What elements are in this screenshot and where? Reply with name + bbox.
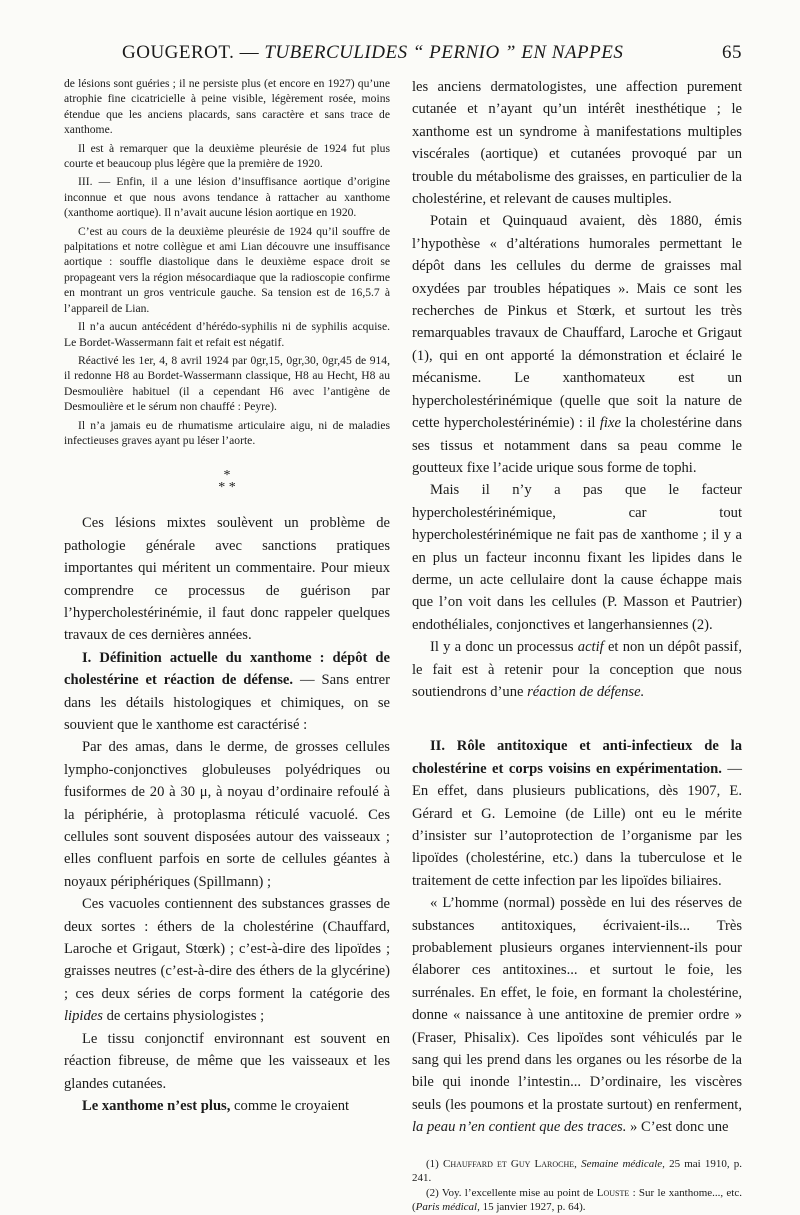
xanthome-continuation: comme le croyaient	[230, 1097, 350, 1114]
footnote-2-text: (2) Voy. l’excellente mise au point de	[426, 1186, 597, 1199]
page-number: 65	[722, 42, 742, 63]
main-text-right	[412, 76, 742, 1139]
footnote-1	[412, 1157, 742, 1186]
processus-text: Il y a donc un processus	[430, 639, 578, 656]
footnote-1-marker: (1)	[426, 1157, 443, 1170]
section-2-text: — En effet, dans plusieurs publications, dès 1907, E. Gérard et G. Lemoine (de Lille) ont eu le mérite d’insister sur l’autoprotection de l’organisme par les lipoïdes (cholestérine, etc.) dans la tuberculose et le traitement de cette infection par les lipoïdes biliaires.	[412, 760, 742, 889]
section-2-paragraph	[412, 735, 742, 892]
small-paragraph: Il n’a aucun antécédent d’hérédo-syphilis ni de syphilis acquise. Le Bordet-Wassermann fait et refait est négatif.	[64, 320, 390, 349]
paragraph-potain	[412, 210, 742, 479]
quote-italic: la peau n’en contient que des traces.	[412, 1119, 627, 1136]
asterism-separator	[64, 470, 390, 494]
paragraph-quote	[412, 892, 742, 1138]
right-column	[412, 76, 742, 1215]
header-dash: —	[239, 42, 260, 63]
section-2-heading: II. Rôle antitoxique et anti-infectieux de la cholestérine et corps voisins en expérimentation.	[412, 738, 742, 777]
footnote-2-date: 15 janvier 1927, p. 64).	[479, 1201, 586, 1214]
potain-text-end: la cholestérine dans ses tissus et notamment dans sa peau comme le goutteux fixe l’acide urique sous forme de tophi.	[412, 415, 743, 476]
footnote-2-author: Louste	[596, 1186, 630, 1199]
asterism-top: *	[223, 468, 231, 484]
xanthome-bold-phrase: Le xanthome n’est plus,	[82, 1097, 231, 1114]
paragraph-processus	[412, 636, 742, 703]
section-1-heading: I. Définition actuelle du xanthome : dépôt de cholestérine et réaction de défense.	[64, 649, 390, 689]
paragraph-vacuoles	[64, 893, 390, 1027]
footnote-2	[412, 1186, 742, 1215]
paragraph-xanthome-last	[64, 1095, 390, 1117]
left-column	[64, 76, 390, 1117]
header-author: GOUGEROT.	[122, 42, 235, 63]
vacuoles-text-end: de certains physiologistes ;	[102, 1008, 265, 1025]
paragraph-amas: Par des amas, dans le derme, de grosses cellules lympho-conjonctives globuleuses polyédriques ou fusiformes de 20 à 30 μ, à noyau d’ordinaire refoulé à la périphérie, à protoplasma réticulé vacuolé. Ces cellules sont souvent disposées autour des vaisseaux ; elles confluent parfois en sorte de cellules géantes à noyaux périphériques (Spillmann) ;	[64, 739, 390, 890]
processus-italic-defense: réaction de défense.	[527, 683, 645, 700]
vacuoles-text: Ces vacuoles contiennent des substances grasses de deux sortes : éthers de la cholestérine (Chauffard, Laroche et Grigaut, Stœrk) ; c’est-à-dire des lipoïdes ; graisses neutres (c’est-à-dire des éthers de la glycérine) ; ces deux séries de corps forment la catégorie des	[64, 896, 390, 1002]
quote-text: « L’homme (normal) possède en lui des réserves de substances antitoxiques, écrivaient-ils... Très probablement plusieurs organes interviennent-ils pour élaborer ces antitoxines... et surtout le foie, les surrénales. En effet, le foie, en formant la cholestérine, donne « naissance à une antitoxine de premier ordre » (Fraser, Phisalix). Ces lipoïdes sont véhiculés par le sang qui les prend dans les organes ou les résorbe de la bile qui inonde l’intestin... D’ordinaire, les viscères seuls (les poumons et la prostate surtout) en renferment,	[412, 895, 742, 1113]
footnote-1-authors: Chauffard et Guy Laroche,	[442, 1157, 577, 1170]
footnotes	[412, 1157, 742, 1215]
small-paragraph: III. — Enfin, il a une lésion d’insuffisance aortique d’origine inconnue et que nous avons tendance à rattacher au xanthome (xanthome aortique). Il n’avait aucune lésion aortique en 1920.	[64, 175, 390, 220]
small-paragraph: Il n’a jamais eu de rhumatisme articulaire aigu, ni de maladies infectieuses graves ayant pu léser l’aorte.	[64, 418, 390, 447]
footnote-1-journal: Semaine médicale,	[576, 1157, 665, 1170]
footnote-1-date: 25 mai 1910, p. 241.	[412, 1157, 743, 1185]
main-text-left	[64, 512, 390, 1117]
processus-text-mid: et non un dépôt passif, le fait est à retenir pour la conception que nous soutiendrons d’une	[412, 639, 742, 700]
section-1-text: — Sans entrer dans les détails histologiques et chimiques, on se souvient que le xanthome est caractérisé :	[64, 672, 390, 733]
potain-italic: fixe	[599, 415, 621, 432]
processus-italic-actif: actif	[577, 639, 604, 656]
running-head	[122, 42, 623, 64]
case-report-small-text	[64, 76, 390, 448]
quote-text-end: » C’est donc une	[626, 1119, 729, 1136]
section-1-paragraph	[64, 647, 390, 737]
paragraph-mais: Mais il n’y a pas que le facteur hypercholestérinémique, car tout hypercholestérinémique ne fait pas de xanthome ; il y a en plus un facteur inconnu fixant les lipides dans le derme, un acte cellulaire dont la cause échappe mais que l’on voit dans les cellules (P. Masson et Pautrier) endothéliales, conjonctives et langerhansiennes (2).	[412, 482, 742, 633]
small-paragraph: de lésions sont guéries ; il ne persiste plus (et encore en 1927) qu’une atrophie fine cicatricielle à peine visible, légèrement rosée, moins étendue que les anciens placards, sans caractère et sans trace de xanthome.	[64, 77, 390, 137]
paragraph-tissu: Le tissu conjonctif environnant est souvent en réaction fibreuse, de même que les vaisseaux et les glandes cutanées.	[64, 1030, 390, 1092]
header-title: TUBERCULIDES “ PERNIO ” EN NAPPES	[264, 42, 624, 63]
footnote-2-journal: Paris médical,	[415, 1201, 480, 1214]
paragraph-continuation: les anciens dermatologistes, une affection purement cutanée et n’ayant qu’un intérêt inesthétique ; le xanthome est un syndrome à manifestations multiples viscérales (aortique) et cutanées provoqué par un trouble du métabolisme des graisses, en particulier de la cholestérine, et relevant de causes multiples.	[412, 79, 742, 208]
potain-text: Potain et Quinquaud avaient, dès 1880, émis l’hypothèse « d’altérations humorales permettant le dépôt dans les cellules du derme de graisses mal oxydées par troubles hépatiques ». Mais ce sont les recherches de Pinkus et Stœrk, et surtout les très remarquables travaux de Chauffard, Laroche et Grigaut (1), qui en ont apporté la démonstration et éclairé le mécanisme. Le xanthomateux est un hypercholestérinémique (quelle que soit la nature de cette hypercholestérinémie) : il	[412, 213, 742, 432]
footnote-2-text-mid: : Sur le xanthome..., etc. (	[412, 1186, 742, 1214]
vacuoles-italic: lipides	[64, 1008, 103, 1025]
small-paragraph: Réactivé les 1er, 4, 8 avril 1924 par 0gr,15, 0gr,30, 0gr,45 de 914, il redonne H8 au Bordet-Wassermann classique, H8 au Hecht, H8 au Desmoulière habituel (il a cependant H6 avec l’antigène de Desmoulière et le sérum non chauffé : Peyre).	[64, 353, 390, 414]
asterism-bottom: * *	[218, 480, 236, 496]
intro-paragraph: Ces lésions mixtes soulèvent un problème de pathologie générale avec sanctions pratiques importantes qui méritent un commentaire. Pour mieux comprendre ce processus de guérison par l’hypercholestérinémie, il faut donc rappeler quelques travaux de ces dernières années.	[64, 515, 390, 644]
small-paragraph: C’est au cours de la deuxième pleurésie de 1924 qu’il souffre de palpitations et notre collègue et ami Lian découvre une insuffisance aortique : souffle diastolique dans le deuxième espace droit se propageant vers la région mésocardiaque que la radioscopie confirme en montrant un gros ventricule gauche. Sa tension est de 16,5.7 à l’appareil de Lian.	[64, 224, 390, 315]
small-paragraph: Il est à remarquer que la deuxième pleurésie de 1924 fut plus courte et beaucoup plus légère que la première de 1920.	[64, 141, 390, 171]
